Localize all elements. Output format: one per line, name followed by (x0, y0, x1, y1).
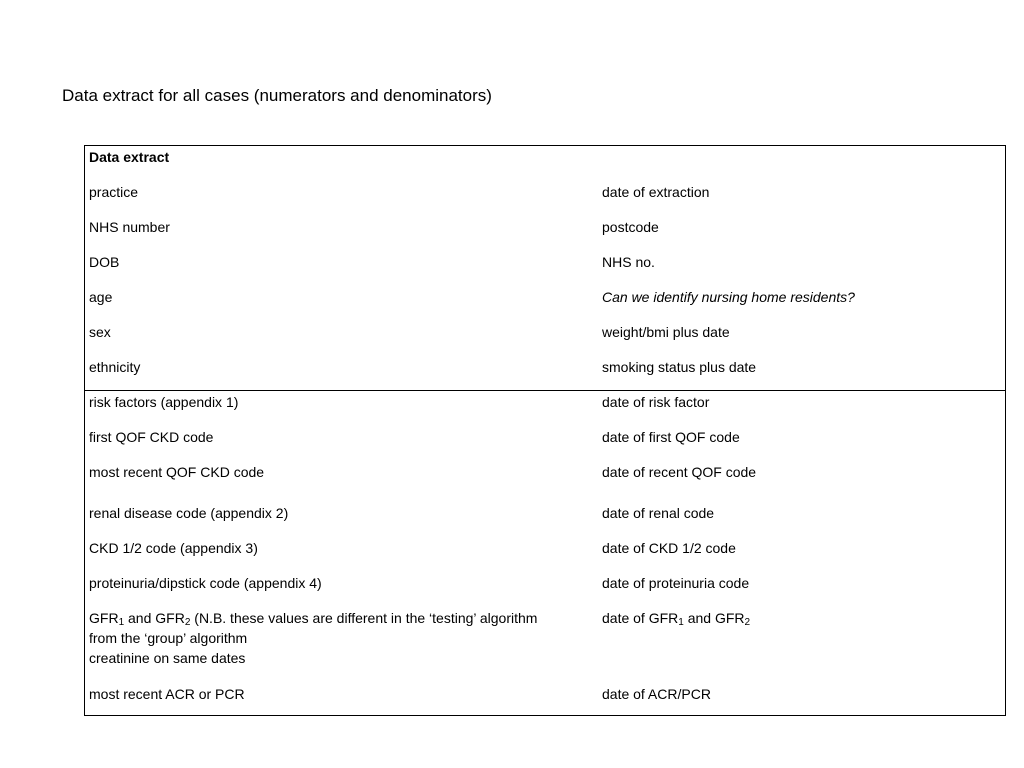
field-date-of-risk-factor: date of risk factor (602, 394, 710, 410)
field-practice: practice (89, 184, 139, 200)
field-recent-acr-pcr: most recent ACR or PCR (89, 686, 245, 702)
field-nursing-home-question: Can we identify nursing home residents? (602, 289, 855, 305)
field-first-qof-ckd-code: first QOF CKD code (89, 429, 214, 445)
gfr-line-3: creatinine on same dates (89, 650, 246, 666)
field-proteinuria-code: proteinuria/dipstick code (appendix 4) (89, 575, 322, 591)
field-renal-disease-code: renal disease code (appendix 2) (89, 505, 289, 521)
gfr-and-text: and GFR (124, 610, 185, 626)
field-smoking-status: smoking status plus date (602, 359, 757, 375)
field-date-of-renal-code: date of renal code (602, 505, 715, 521)
field-date-of-recent-qof-code: date of recent QOF code (602, 464, 757, 480)
field-ethnicity: ethnicity (89, 359, 141, 375)
field-weight-bmi: weight/bmi plus date (602, 324, 730, 340)
field-date-of-first-qof-code: date of first QOF code (602, 429, 740, 445)
page-title: Data extract for all cases (numerators and denominators) (62, 86, 492, 105)
field-postcode: postcode (602, 219, 659, 235)
field-gfr-values (89, 608, 537, 668)
field-nhs-number: NHS number (89, 219, 170, 235)
table-section-clinical (85, 391, 1005, 715)
date-of-gfr-text: date of GFR (602, 610, 679, 626)
gfr-subscript-2: 2 (184, 617, 191, 628)
gfr-line-2: from the ‘group’ algorithm (89, 630, 248, 646)
date-gfr-subscript-2: 2 (744, 617, 751, 628)
field-date-of-extraction: date of extraction (602, 184, 710, 200)
field-age: age (89, 289, 113, 305)
field-date-of-acr-pcr: date of ACR/PCR (602, 686, 711, 702)
gfr-note: (N.B. these values are different in the ‘testing’ algorithm (190, 610, 538, 626)
date-gfr-and-text: and GFR (683, 610, 745, 626)
field-date-of-ckd-1-2-code: date of CKD 1/2 code (602, 540, 736, 556)
field-date-of-gfr (602, 608, 750, 628)
gfr-line-1 (89, 608, 537, 628)
field-nhs-no: NHS no. (602, 254, 655, 270)
date-gfr-subscript-1: 1 (678, 617, 684, 628)
gfr-text: GFR (89, 610, 119, 626)
field-sex: sex (89, 324, 111, 340)
field-risk-factors: risk factors (appendix 1) (89, 394, 239, 410)
field-recent-qof-ckd-code: most recent QOF CKD code (89, 464, 265, 480)
field-date-of-proteinuria-code: date of proteinuria code (602, 575, 750, 591)
field-ckd-1-2-code: CKD 1/2 code (appendix 3) (89, 540, 258, 556)
table-heading: Data extract (89, 149, 170, 165)
table-section-demographics (85, 146, 1005, 391)
field-dob: DOB (89, 254, 120, 270)
data-extract-table (84, 145, 1006, 716)
gfr-subscript-1: 1 (118, 617, 125, 628)
